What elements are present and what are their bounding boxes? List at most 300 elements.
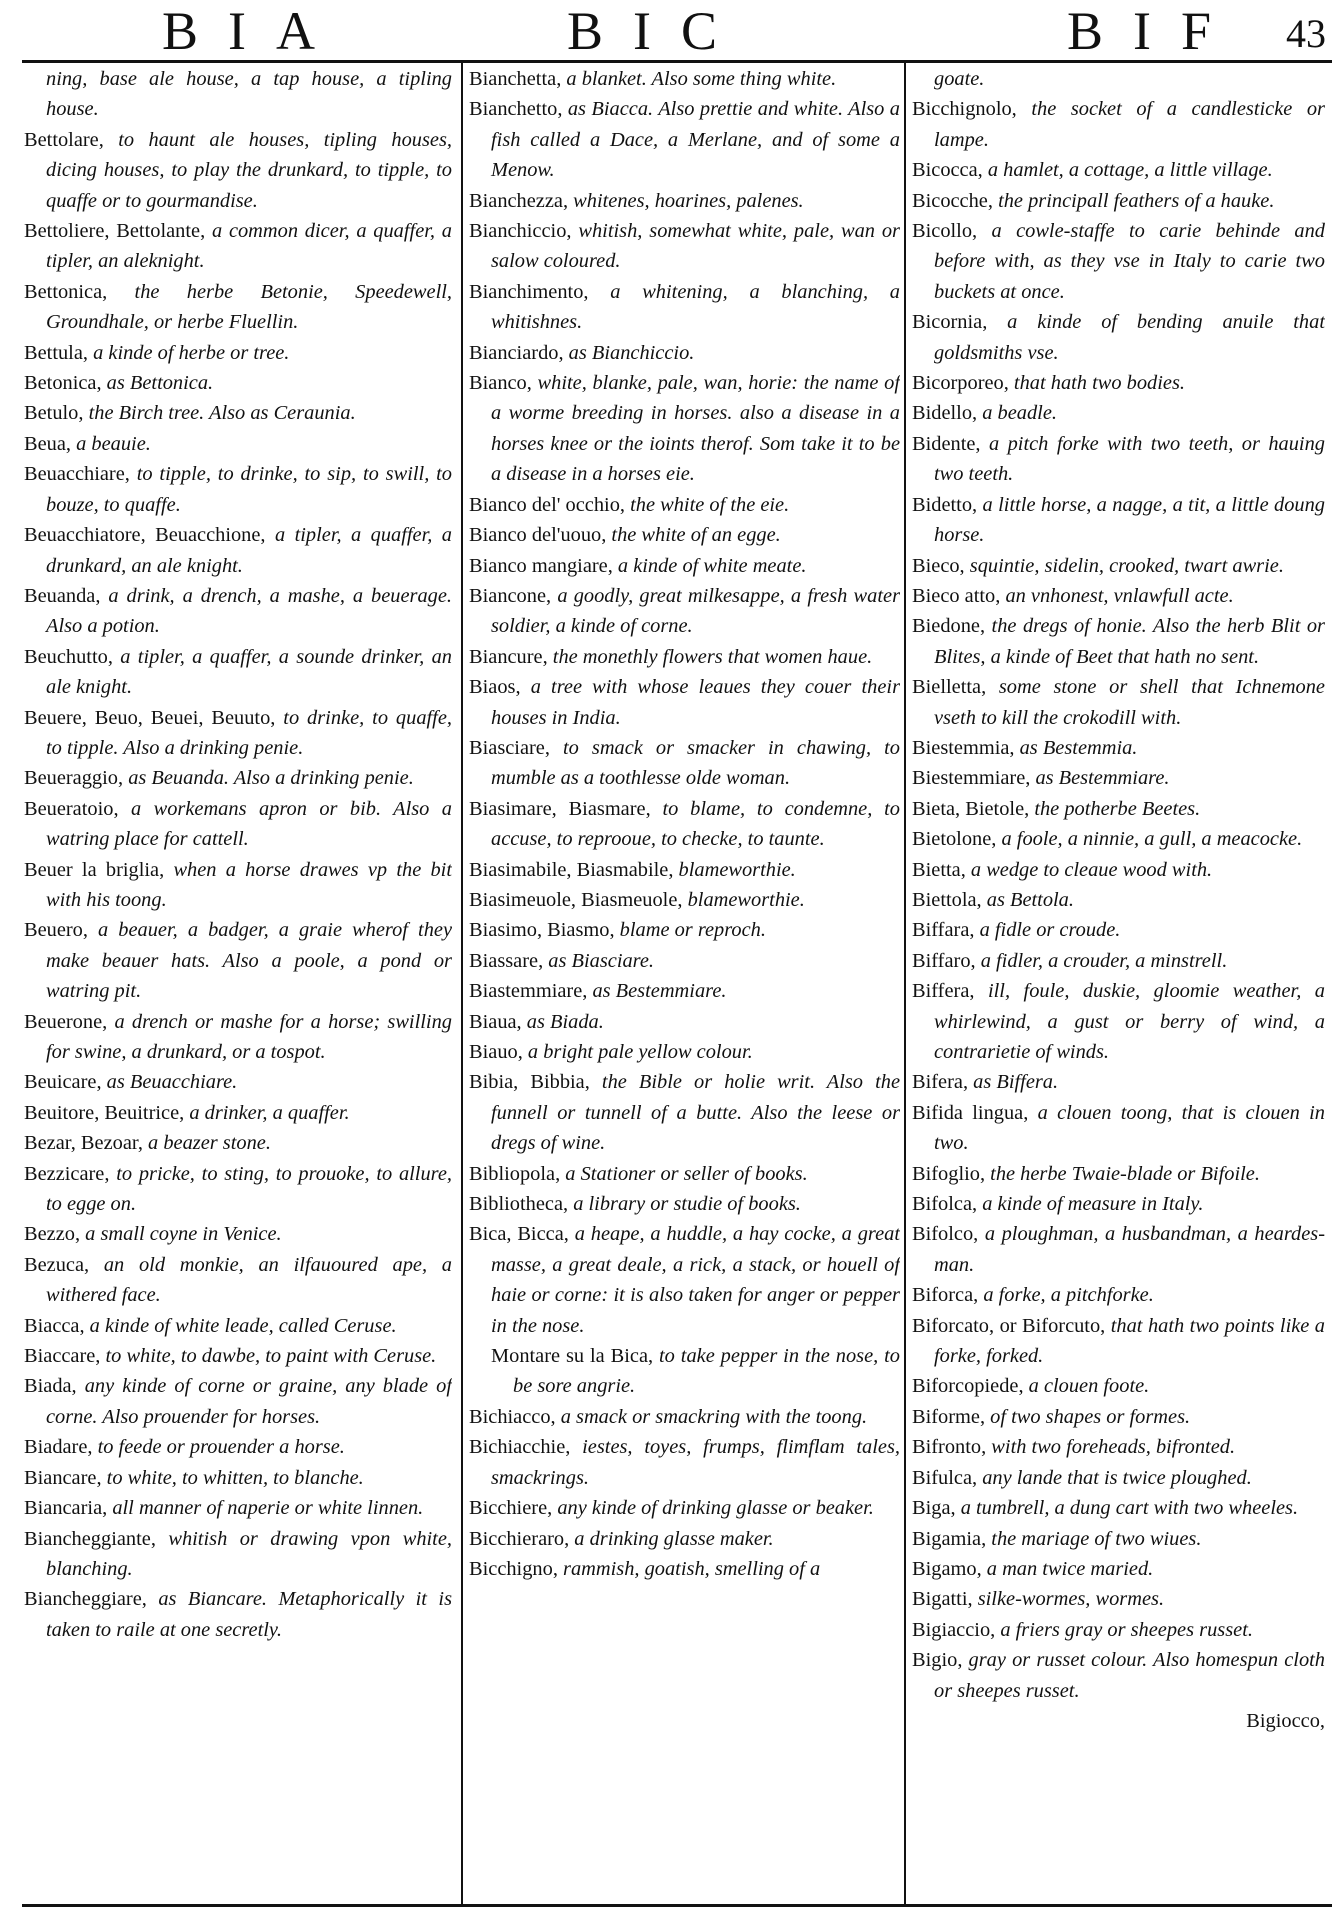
definition: as Bestemmia. xyxy=(1014,736,1138,759)
dictionary-entry xyxy=(24,1311,452,1341)
dictionary-entry xyxy=(24,1219,452,1249)
headword: Biestemmiare, xyxy=(912,767,1031,790)
definition: as Biffera. xyxy=(968,1071,1059,1094)
headword: Biancone, xyxy=(469,584,552,607)
dictionary-entry xyxy=(912,1402,1325,1432)
dictionary-entry xyxy=(912,1098,1325,1159)
dictionary-entry xyxy=(469,976,900,1006)
dictionary-entry xyxy=(24,1098,452,1128)
dictionary-entry xyxy=(912,1159,1325,1189)
definition: a hamlet, a cottage, a little village. xyxy=(982,159,1273,182)
definition: as Beuacchiare. xyxy=(101,1071,238,1094)
headword: Biancure, xyxy=(469,645,548,668)
headword: Beua, xyxy=(24,432,71,455)
headword: Biancheggiante, xyxy=(24,1527,156,1550)
dictionary-entry xyxy=(912,429,1325,490)
dictionary-entry xyxy=(912,1311,1325,1372)
definition: a kinde of herbe or tree. xyxy=(88,341,290,364)
headword: Bibliotheca, xyxy=(469,1193,569,1216)
headword: Bicchignolo, xyxy=(912,98,1017,121)
headword: Biancaria, xyxy=(24,1497,108,1520)
headword: Biada, xyxy=(24,1375,77,1398)
definition: to take pepper in the nose, to be sore angrie. xyxy=(513,1345,900,1398)
definition: a drinker, a quaffer. xyxy=(184,1101,350,1124)
dictionary-entry xyxy=(912,398,1325,428)
dictionary-entry xyxy=(469,1037,900,1067)
dictionary-entry xyxy=(469,642,900,672)
dictionary-entry xyxy=(469,1067,900,1158)
definition: silke-wormes, wormes. xyxy=(972,1588,1165,1611)
headword: Bicorporeo, xyxy=(912,372,1009,395)
dictionary-entry xyxy=(912,155,1325,185)
dictionary-entry xyxy=(912,368,1325,398)
dictionary-entry xyxy=(469,1524,900,1554)
dictionary-entry xyxy=(912,64,1325,94)
dictionary-entry xyxy=(469,1402,900,1432)
definition: a drink, a drench, a mashe, a beuerage. Also a potion. xyxy=(46,584,452,638)
definition: a kinde of white meate. xyxy=(612,554,807,577)
definition: a man twice maried. xyxy=(981,1557,1154,1580)
dictionary-entry xyxy=(912,976,1325,1067)
headword: Beuitore, Beuitrice, xyxy=(24,1101,185,1124)
dictionary-entry xyxy=(912,581,1325,611)
headword: Bicocca, xyxy=(912,159,983,182)
column-1 xyxy=(24,64,452,1899)
header-rule xyxy=(22,60,1332,63)
dictionary-entry xyxy=(24,1341,452,1371)
guide-word-left: BIA xyxy=(162,1,345,61)
dictionary-entry xyxy=(469,1554,900,1584)
headword: Biaccare, xyxy=(24,1345,101,1368)
definition: any lande that is twice ploughed. xyxy=(977,1466,1252,1489)
dictionary-entry xyxy=(469,855,900,885)
headword: Beuacchiatore, Beuacchione, xyxy=(24,524,266,547)
headword: Biforca, xyxy=(912,1284,979,1307)
definition: to drinke, to quaffe, to tipple. Also a drinking penie. xyxy=(46,706,452,759)
catchword: Bigiocco, xyxy=(1246,1709,1325,1732)
definition: to feede or prouender a horse. xyxy=(92,1436,345,1459)
definition: a friers gray or sheepes russet. xyxy=(995,1618,1253,1641)
definition: whitenes, hoarines, palenes. xyxy=(568,189,804,212)
dictionary-entry xyxy=(24,794,452,855)
headword: Beuchutto, xyxy=(24,645,113,668)
headword: Bianco, xyxy=(469,372,532,395)
headword: Bianchetta, xyxy=(469,68,562,90)
dictionary-entry xyxy=(912,885,1325,915)
dictionary-entry xyxy=(912,1371,1325,1401)
headword: Betonica, xyxy=(24,372,102,395)
headword: Bianco mangiare, xyxy=(469,554,613,577)
headword: Bianchezza, xyxy=(469,189,569,212)
dictionary-entry xyxy=(469,338,900,368)
dictionary-entry xyxy=(469,581,900,642)
guide-word-middle: BIC xyxy=(567,1,748,61)
definition: a tipler, a quaffer, a sounde drinker, an ale knight. xyxy=(46,645,452,699)
dictionary-entry xyxy=(912,733,1325,763)
headword: Bieco, xyxy=(912,554,965,577)
definition: the white of an egge. xyxy=(606,524,781,547)
guide-word-right: BIF xyxy=(1067,1,1242,61)
definition: a small coyne in Venice. xyxy=(80,1223,282,1246)
definition: with two foreheads, bifronted. xyxy=(986,1436,1236,1459)
definition: a smack or smackring with the toong. xyxy=(555,1405,868,1428)
definition: the socket of a candlesticke or lampe. xyxy=(934,98,1325,151)
column-divider xyxy=(904,62,906,1905)
page-number: 43 xyxy=(1286,11,1326,56)
headword: Biasimabile, Biasmabile, xyxy=(469,858,674,881)
headword: Bicchieraro, xyxy=(469,1527,570,1550)
definition: as Bestemmiare. xyxy=(1030,767,1170,790)
dictionary-entry xyxy=(912,551,1325,581)
dictionary-entry xyxy=(24,1493,452,1523)
definition: to haunt ale houses, tipling houses, dicing houses, to play the drunkard, to tipple, to quaffe or to gourmandise. xyxy=(46,128,452,212)
definition: squintie, sidelin, crooked, twart awrie. xyxy=(964,554,1284,577)
definition: the herbe Betonie, Speedewell, Groundhale, or herbe Fluellin. xyxy=(46,280,452,334)
definition: gray or russet colour. Also homespun cloth or sheepes russet. xyxy=(934,1649,1325,1702)
headword: Bettonica, xyxy=(24,280,108,303)
dictionary-entry xyxy=(469,794,900,855)
definition: the white of the eie. xyxy=(625,493,790,516)
dictionary-entry xyxy=(24,216,452,277)
definition: white, blanke, pale, wan, horie: the name of a worme breeding in horses. also a disease in a horses knee or the ioints therof. Som take it to be a disease in a horses eie. xyxy=(491,372,900,486)
dictionary-entry xyxy=(469,94,900,185)
headword: Beuicare, xyxy=(24,1071,102,1094)
headword: Bezar, Bezoar, xyxy=(24,1132,143,1155)
headword: Biforcato, or Biforcuto, xyxy=(912,1314,1106,1337)
definition: a little horse, a nagge, a tit, a little doung horse. xyxy=(934,493,1325,547)
dictionary-entry xyxy=(24,429,452,459)
dictionary-entry xyxy=(24,1128,452,1158)
definition: an old monkie, an ilfauoured ape, a withered face. xyxy=(46,1253,452,1307)
definition: the Birch tree. Also as Ceraunia. xyxy=(83,402,356,425)
dictionary-entry xyxy=(469,368,900,490)
headword: Bigamia, xyxy=(912,1527,987,1550)
dictionary-entry xyxy=(912,1615,1325,1645)
definition: whitish or drawing vpon white, blanching. xyxy=(46,1527,452,1580)
headword: Bigatti, xyxy=(912,1588,973,1611)
dictionary-entry xyxy=(469,186,900,216)
dictionary-entry xyxy=(912,490,1325,551)
definition: a pitch forke with two teeth, or hauing two teeth. xyxy=(934,432,1325,486)
column-2 xyxy=(469,64,900,1899)
headword: Biacca, xyxy=(24,1314,85,1337)
headword: Bigiaccio, xyxy=(912,1618,996,1641)
headword: Bigamo, xyxy=(912,1557,982,1580)
dictionary-entry xyxy=(469,64,900,94)
headword: Biffara, xyxy=(912,919,975,942)
definition: ning, base ale house, a tap house, a tipling house. xyxy=(46,68,452,121)
headword: Bieco atto, xyxy=(912,584,1001,607)
definition: as Beuanda. Also a drinking penie. xyxy=(123,767,414,790)
headword: Bifulca, xyxy=(912,1466,978,1489)
dictionary-entry xyxy=(469,885,900,915)
definition: any kinde of corne or graine, any blade of corne. Also prouender for horses. xyxy=(46,1375,452,1428)
definition: a common dicer, a quaffer, a tipler, an aleknight. xyxy=(46,220,452,273)
dictionary-entry xyxy=(24,1524,452,1585)
headword: Bica, Bicca, xyxy=(469,1223,569,1246)
dictionary-entry xyxy=(912,1524,1325,1554)
headword: Biedone, xyxy=(912,615,986,638)
definition: a whitening, a blanching, a whitishnes. xyxy=(491,280,900,334)
definition: a tumbrell, a dung cart with two wheeles. xyxy=(955,1497,1299,1520)
dictionary-entry xyxy=(469,733,900,794)
definition: a tipler, a quaffer, a drunkard, an ale knight. xyxy=(46,524,452,577)
definition: a drinking glasse maker. xyxy=(569,1527,774,1550)
dictionary-entry xyxy=(24,642,452,703)
headword: Bichiacchie, xyxy=(469,1436,571,1459)
definition: as Biacca. Also prettie and white. Also a fish called a Dace, a Merlane, and of some a Menow. xyxy=(491,98,900,182)
headword: Bianchimento, xyxy=(469,280,589,303)
definition: a heape, a huddle, a hay cocke, a great masse, a great deale, a rick, a stack, or houell of haie or corne: it is also taken for anger or pepper in the nose. xyxy=(491,1223,900,1337)
headword: Bigio, xyxy=(912,1649,963,1672)
headword: Bifera, xyxy=(912,1071,969,1094)
definition: a beauer, a badger, a graie wherof they make beauer hats. Also a poole, a pond or watring pit. xyxy=(46,919,452,1003)
headword: Beuacchiare, xyxy=(24,463,130,486)
dictionary-entry xyxy=(24,520,452,581)
dictionary-entry xyxy=(469,1432,900,1493)
headword: Biadare, xyxy=(24,1436,93,1459)
dictionary-entry xyxy=(469,490,900,520)
dictionary-entry xyxy=(912,94,1325,155)
headword: Biga, xyxy=(912,1497,956,1520)
dictionary-entry xyxy=(24,459,452,520)
headword: Bielletta, xyxy=(912,676,987,699)
headword: Biforcopiede, xyxy=(912,1375,1024,1398)
dictionary-entry xyxy=(469,946,900,976)
headword: Biasimo, Biasmo, xyxy=(469,919,615,942)
headword: Biffera, xyxy=(912,980,975,1003)
headword: Bianchetto, xyxy=(469,98,563,121)
dictionary-entry xyxy=(469,216,900,277)
dictionary-entry xyxy=(912,1432,1325,1462)
headword: Bettoliere, Bettolante, xyxy=(24,220,206,243)
headword: Bibia, Bibbia, xyxy=(469,1071,590,1094)
headword: Biauo, xyxy=(469,1041,523,1063)
headword: Biancare, xyxy=(24,1466,102,1489)
definition: a kinde of measure in Italy. xyxy=(977,1193,1204,1216)
headword: Bianco del'uouo, xyxy=(469,524,607,547)
headword: Bettula, xyxy=(24,341,88,364)
definition: when a horse drawes vp the bit with his toong. xyxy=(46,858,452,911)
definition: blame or reproch. xyxy=(614,919,766,942)
headword: Biastemmiare, xyxy=(469,980,588,1003)
dictionary-entry xyxy=(469,551,900,581)
dictionary-entry xyxy=(24,1250,452,1311)
definition: a cowle-staffe to carie behinde and before with, as they vse in Italy to carie two buckets at once. xyxy=(934,220,1325,303)
definition: a foole, a ninnie, a gull, a meacocke. xyxy=(996,828,1303,851)
definition: as Biada. xyxy=(521,1010,604,1033)
headword: Biaua, xyxy=(469,1010,522,1033)
headword: Bietolone, xyxy=(912,828,997,851)
headword: Bianchiccio, xyxy=(469,220,572,243)
dictionary-entry xyxy=(24,277,452,338)
dictionary-entry xyxy=(24,1067,452,1097)
definition: the dregs of honie. Also the herb Blit or Blites, a kinde of Beet that hath no sent. xyxy=(934,615,1325,668)
definition: rammish, goatish, smelling of a xyxy=(557,1557,821,1580)
definition: all manner of naperie or white linnen. xyxy=(107,1497,424,1520)
definition: to blame, to condemne, to accuse, to reprooue, to checke, to taunte. xyxy=(491,797,900,851)
definition: the principall feathers of a hauke. xyxy=(992,189,1275,212)
dictionary-entry xyxy=(912,1493,1325,1523)
headword: Bietta, xyxy=(912,858,966,881)
headword: Biettola, xyxy=(912,888,982,911)
definition: blameworthie. xyxy=(682,888,805,911)
dictionary-entry xyxy=(912,824,1325,854)
dictionary-entry xyxy=(469,1341,900,1402)
definition: a clouen toong, that is clouen in two. xyxy=(934,1101,1325,1155)
headword: Beuer la briglia, xyxy=(24,858,165,881)
definition: a wedge to cleaue wood with. xyxy=(965,858,1213,881)
definition: a beadle. xyxy=(977,402,1057,425)
dictionary-entry xyxy=(24,1463,452,1493)
headword: Betulo, xyxy=(24,402,84,425)
headword: Bifronto, xyxy=(912,1436,987,1459)
dictionary-entry xyxy=(912,946,1325,976)
dictionary-entry xyxy=(912,1645,1325,1706)
headword: Bettolare, xyxy=(24,128,104,151)
dictionary-entry xyxy=(469,520,900,550)
definition: a ploughman, a husbandman, a heardes-man. xyxy=(934,1223,1325,1276)
definition: a blanket. Also some thing white. xyxy=(561,68,837,90)
definition: that hath two bodies. xyxy=(1008,372,1185,395)
headword: Montare su la Bica, xyxy=(491,1345,654,1368)
headword: Beueraggio, xyxy=(24,767,124,790)
definition: to pricke, to sting, to prouoke, to allure, to egge on. xyxy=(46,1162,452,1216)
dictionary-entry xyxy=(469,1219,900,1341)
dictionary-entry xyxy=(24,125,452,216)
headword: Bezzicare, xyxy=(24,1162,110,1185)
dictionary-entry xyxy=(912,186,1325,216)
headword: Bichiacco, xyxy=(469,1405,556,1428)
dictionary-entry xyxy=(912,1189,1325,1219)
definition: to white, to whitten, to blanche. xyxy=(101,1466,364,1489)
dictionary-entry xyxy=(912,915,1325,945)
definition: a library or studie of books. xyxy=(568,1193,801,1216)
definition: to tipple, to drinke, to sip, to swill, to bouze, to quaffe. xyxy=(46,463,452,516)
dictionary-entry xyxy=(469,1159,900,1189)
definition: to white, to dawbe, to paint with Ceruse. xyxy=(100,1345,437,1368)
definition: a tree with whose leaues they couer their houses in India. xyxy=(491,676,900,729)
headword: Biasciare, xyxy=(469,736,550,759)
headword: Bezuca, xyxy=(24,1253,90,1276)
headword: Biasimeuole, Biasmeuole, xyxy=(469,888,683,911)
dictionary-entry xyxy=(24,398,452,428)
definition: a fidler, a crouder, a minstrell. xyxy=(975,949,1228,972)
column-3 xyxy=(912,64,1325,1899)
headword: Bifolco, xyxy=(912,1223,979,1246)
dictionary-entry xyxy=(912,1463,1325,1493)
definition: an vnhonest, vnlawfull acte. xyxy=(1000,584,1234,607)
definition: of two shapes or formes. xyxy=(985,1405,1191,1428)
dictionary-entry xyxy=(24,763,452,793)
headword: Bidetto, xyxy=(912,493,978,516)
definition: a beazer stone. xyxy=(142,1132,271,1155)
dictionary-entry xyxy=(24,703,452,764)
dictionary-entry xyxy=(912,794,1325,824)
headword: Bicchiere, xyxy=(469,1497,553,1520)
headword: Beuerone, xyxy=(24,1010,108,1033)
dictionary-entry xyxy=(912,1584,1325,1614)
definition: a clouen foote. xyxy=(1023,1375,1150,1398)
dictionary-entry xyxy=(912,216,1325,307)
dictionary-entry xyxy=(24,855,452,916)
dictionary-entry xyxy=(912,1067,1325,1097)
definition: to smack or smacker in chawing, to mumble as a toothlesse olde woman. xyxy=(491,736,900,790)
headword: Bicornia, xyxy=(912,311,988,334)
headword: Bicocche, xyxy=(912,189,993,212)
dictionary-entry xyxy=(24,581,452,642)
definition: a kinde of bending anuile that goldsmiths vse. xyxy=(934,311,1325,364)
dictionary-entry xyxy=(469,277,900,338)
headword: Beuanda, xyxy=(24,584,101,607)
dictionary-entry xyxy=(24,1159,452,1220)
definition: as Bestemmiare. xyxy=(587,980,727,1003)
dictionary-entry xyxy=(912,672,1325,733)
definition: as Bettola. xyxy=(981,888,1074,911)
headword: Bezzo, xyxy=(24,1223,81,1246)
dictionary-entry xyxy=(24,915,452,1006)
page-header xyxy=(22,0,1332,60)
dictionary-entry xyxy=(912,1280,1325,1310)
dictionary-entry xyxy=(24,1007,452,1068)
definition: as Biasciare. xyxy=(543,949,655,972)
definition: a beauie. xyxy=(71,432,151,455)
definition: ill, foule, duskie, gloomie weather, a whirlewind, a gust or berry of wind, a contrarietie of winds. xyxy=(934,980,1325,1063)
headword: Beuero, xyxy=(24,919,88,942)
dictionary-entry xyxy=(912,1554,1325,1584)
headword: Biaos, xyxy=(469,676,521,699)
definition: a bright pale yellow colour. xyxy=(522,1041,753,1063)
headword: Bibliopola, xyxy=(469,1162,561,1185)
dictionary-entry xyxy=(24,1584,452,1645)
definition: as Biancare. Metaphorically it is taken to raile at one secretly. xyxy=(46,1588,452,1641)
dictionary-entry xyxy=(912,855,1325,885)
headword: Bianco del' occhio, xyxy=(469,493,625,516)
headword: Bieta, Bietole, xyxy=(912,797,1030,820)
headword: Bifolca, xyxy=(912,1193,978,1216)
headword: Bidello, xyxy=(912,402,978,425)
headword: Beuere, Beuo, Beuei, Beuuto, xyxy=(24,706,276,729)
definition: a fidle or croude. xyxy=(974,919,1121,942)
dictionary-entry xyxy=(469,915,900,945)
dictionary-entry xyxy=(24,368,452,398)
headword: Bifida lingua, xyxy=(912,1101,1029,1124)
column-divider xyxy=(461,62,463,1905)
definition: iestes, toyes, frumps, flimflam tales, smackrings. xyxy=(491,1436,900,1489)
definition: goate. xyxy=(934,68,985,90)
headword: Biestemmia, xyxy=(912,736,1015,759)
headword: Biforme, xyxy=(912,1405,986,1428)
dictionary-entry xyxy=(469,1007,900,1037)
headword: Bianciardo, xyxy=(469,341,564,364)
dictionary-entry xyxy=(469,1189,900,1219)
definition: any kinde of drinking glasse or beaker. xyxy=(552,1497,874,1520)
footer-rule xyxy=(22,1904,1332,1907)
definition: the Bible or holie writ. Also the funnell or tunnell of a butte. Also the leese or dregs of wine. xyxy=(491,1071,900,1155)
definition: a Stationer or seller of books. xyxy=(560,1162,808,1185)
definition: as Bettonica. xyxy=(101,372,214,395)
headword: Biassare, xyxy=(469,949,544,972)
headword: Bicchigno, xyxy=(469,1557,558,1580)
definition: a goodly, great milkesappe, a fresh water soldier, a kinde of corne. xyxy=(491,584,900,638)
headword: Bifoglio, xyxy=(912,1162,986,1185)
dictionary-entry xyxy=(24,1432,452,1462)
definition: a kinde of white leade, called Ceruse. xyxy=(84,1314,397,1337)
definition: as Bianchiccio. xyxy=(563,341,695,364)
definition: blameworthie. xyxy=(673,858,796,881)
dictionary-entry xyxy=(912,307,1325,368)
dictionary-entry xyxy=(912,1219,1325,1280)
